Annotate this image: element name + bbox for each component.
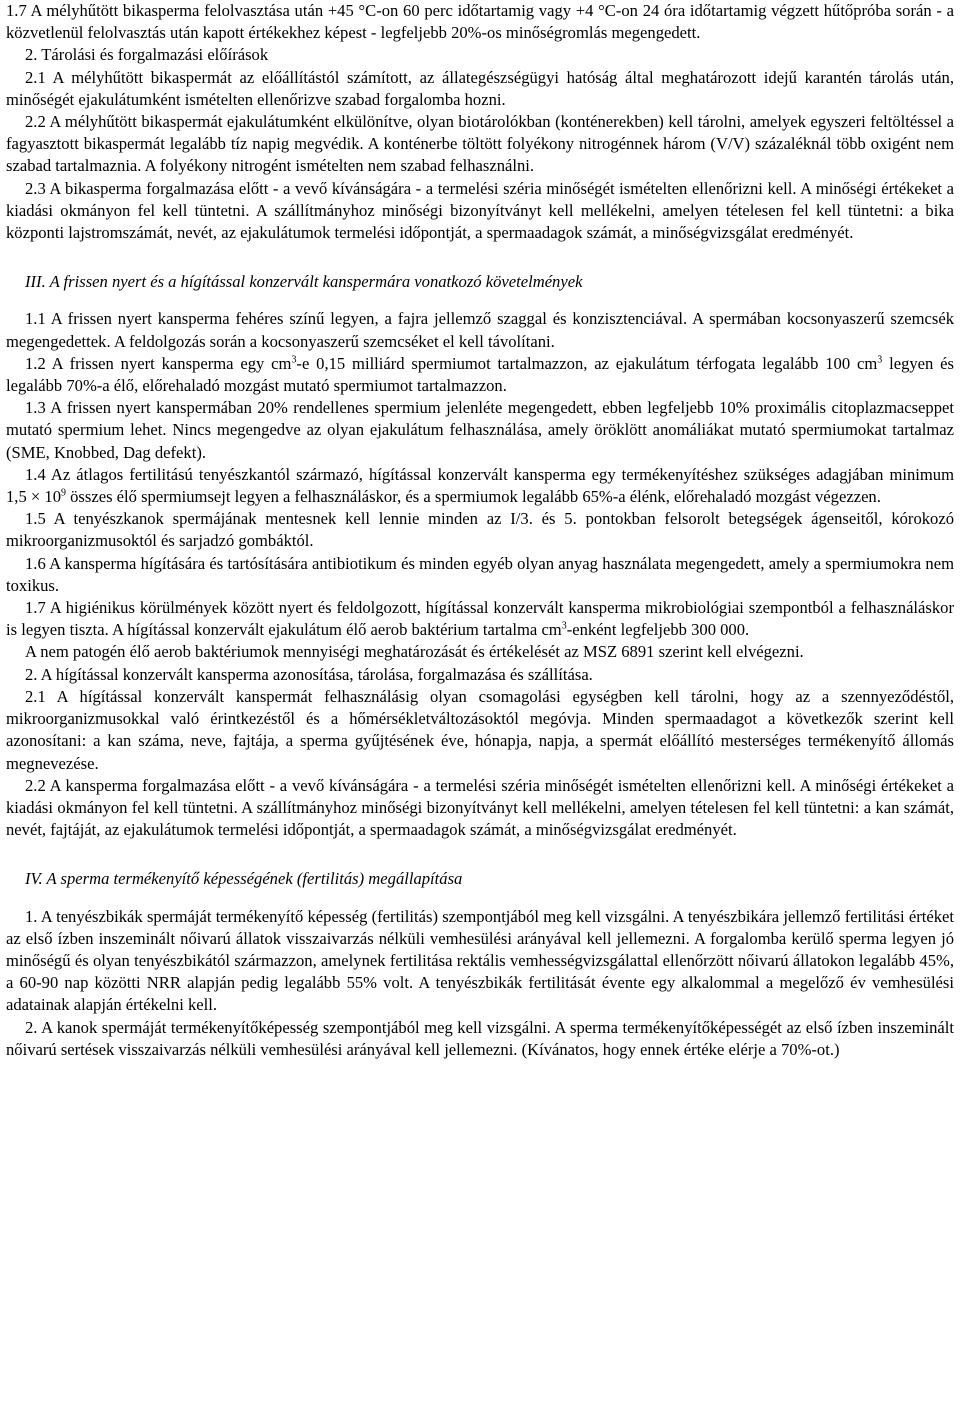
- paragraph-III-1-5: 1.5 A tenyészkanok spermájának mentesnek kell lennie minden az I/3. és 5. pontokban felsorolt betegségek ágenseitől, kórokozó mikroorganizmusoktól és sarjadzó gombáktól.: [6, 509, 954, 551]
- section-heading-III: III. A frissen nyert és a hígítással konzervált kanspermára vonatkozó követelmények: [25, 272, 583, 292]
- paragraph-III-2-1: 2.1 A hígítással konzervált kanspermát felhasználásig olyan csomagolási egységben kell tárolni, hogy az a szennyeződéstől, mikroorganizmusokkal való érintkezéstől és a hőmérsékletváltozásoktól megóvja. Minden spermaadagot a következők szerint kell azonosítani: a kan száma, neve, fajtája, a sperma gyűjtésének éve, hónapja, napja, a spermát előállító mesterséges termékenyítő állomás megnevezése.: [6, 686, 954, 773]
- paragraph-III-1-6: 1.6 A kansperma hígítására és tartósítására antibiotikum és minden egyéb olyan anyag használata megengedett, amely a spermiumokra nem toxikus.: [6, 553, 954, 595]
- paragraph-2-1: 2.1 A mélyhűtött bikaspermát az előállítástól számított, az állategészségügyi hatóság által meghatározott idejű karantén tárolás után, minőségét ejakulátumként ismételten ellenőrizve szabad forgalomba hozni.: [6, 67, 954, 109]
- paragraph-1-7: 1.7 A mélyhűtött bikasperma felolvasztása után +45 °C-on 60 perc időtartamig vagy +4 °C-on 24 óra időtartamig végzett hűtőpróba során - a közvetlenül felolvasztás után kapott értékekhez képest - legfeljebb 20%-os minőségromlás megengedett.: [6, 1, 954, 43]
- superscript-exponent: 9: [61, 487, 66, 499]
- paragraph-III-1-4-text-b: összes élő spermiumsejt legyen a felhasználáskor, és a spermiumok legalább 65%-a élénk, előrehaladó mozgást végezzen.: [65, 487, 881, 507]
- paragraph-III-2-2: 2.2 A kansperma forgalmazása előtt - a vevő kívánságára - a termelési széria minőségét ismételten ellenőrizni kell. A minőségi értékeket a kiadási okmányon fel kell tüntetni. A szállítmányhoz minőségi bizonyítványt kell mellékelni, amelyen tételesen fel kell tüntetni: a kan számát, nevét, fajtáját, az ejakulátumok termelési időpontját, a spermaadagok számát, a minőségvizsgálat eredményét.: [6, 775, 954, 840]
- paragraph-III-msz: A nem patogén élő aerob baktériumok mennyiségi meghatározását és értékelését az MSZ 6891 szerint kell elvégezni.: [25, 642, 804, 662]
- paragraph-III-1-4: [6, 464, 954, 508]
- paragraph-III-1-2-text-b: -e 0,15 milliárd spermiumot tartalmazzon, az ejakulátum térfogata legalább 100 cm: [296, 353, 878, 373]
- paragraph-III-1-2-text-a: 1.2 A frissen nyert kansperma egy cm: [25, 353, 292, 373]
- paragraph-III-1-4-text-a: 1.4 Az átlagos fertilitású tenyészkantól származó, hígítással konzervált kansperma egy termékenyítéshez szükséges adagjában minimum 1,5 × 10: [6, 464, 954, 507]
- paragraph-III-1-2: [6, 353, 954, 397]
- superscript-cube: 3: [291, 354, 297, 366]
- paragraph-III-1-1: 1.1 A frissen nyert kansperma fehéres színű legyen, a fajra jellemző szaggal és konzisztenciával. A spermában kocsonyaszerű szemcsék megengedettek. A feldolgozás során a kocsonyaszerű szemcséket el kell távolítani.: [6, 309, 954, 351]
- paragraph-IV-2: 2. A kanok spermáját termékenyítőképesség szempontjából meg kell vizsgálni. A sperma termékenyítőképességét az első ízben inszeminált nőivarú sertések visszaivarzás nélküli vemhesülési arányával kell jellemezni. (Kívánatos, hogy ennek értéke elérje a 70%-ot.): [6, 1017, 954, 1059]
- paragraph-2-3: 2.3 A bikasperma forgalmazása előtt - a vevő kívánságára - a termelési széria minőségét ismételten ellenőrizni kell. A minőségi értékeket a kiadási okmányon fel kell tüntetni. A szállítmányhoz minőségi bizonyítványt kell mellékelni, amelyen tételesen fel kell tüntetni: a bika központi lajstromszámát, nevét, az ejakulátumok termelési időpontját, a spermaadagok számát, a minőségvizsgálat eredményét.: [6, 178, 954, 243]
- superscript-cube: 3: [877, 354, 883, 366]
- paragraph-2-2: 2.2 A mélyhűtött bikaspermát ejakulátumként elkülönítve, olyan biotárolókban (konténerekben) kell tárolni, amelyek egyszeri feltöltéssel a fagyasztott bikaspermát legalább tíz napig megvédik. A konténerbe töltött folyékony nitrogénnek három (V/V) százaléknál több oxigént nem szabad tartalmaznia. A folyékony nitrogént ismételten nem szabad felhasználni.: [6, 112, 954, 176]
- paragraph-III-1-7: [6, 597, 954, 641]
- paragraph-III-2: 2. A hígítással konzervált kansperma azonosítása, tárolása, forgalmazása és szállítása.: [25, 664, 593, 684]
- paragraph-III-1-7-text-a: 1.7 A higiénikus körülmények között nyert és feldolgozott, hígítással konzervált kansperma mikrobiológiai szempontból a felhasználáskor is legyen tiszta. A hígítással konzervált ejakulátum élő aerob baktérium tartalma cm: [6, 598, 954, 640]
- paragraph-III-1-3: 1.3 A frissen nyert kanspermában 20% rendellenes spermium jelenléte megengedett, ebben legfeljebb 10% proximális citoplazmacseppet mutató spermium lehet. Nincs megengedve az olyan ejakulátum felhasználása, amely öröklött anomáliákat mutató spermiumokat tartalmaz (SME, Knobbed, Dag defekt).: [6, 398, 954, 462]
- superscript-cube: 3: [561, 620, 567, 632]
- paragraph-III-1-2-text-c: legyen és legalább 70%-a élő, előrehaladó mozgást mutató spermiumot tartalmazzon.: [6, 353, 955, 396]
- paragraph-IV-1: 1. A tenyészbikák spermáját termékenyítő képesség (fertilitás) szempontjából meg kell vizsgálni. A tenyészbikára jellemző fertilitási értéket az első ízben inszeminált nőivarú állatok visszaivarzás nélküli vemhesülési arányával kell jellemezni. A forgalomba kerülő sperma legyen jó minőségű és olyan tenyészbikától származzon, amelynek fertilitása rektális vemhességvizsgálattal ellenőrzött nőivarú állatokon legalább 45%, a 60-90 nap közötti NRR alapján pedig legalább 55% volt. A tenyészbikák fertilitását évente egy alkalommal a megelőző év vemhesülési adatainak alapján értékelni kell.: [6, 906, 954, 1015]
- section-heading-IV: IV. A sperma termékenyítő képességének (fertilitás) megállapítása: [25, 869, 463, 889]
- section-heading-2: 2. Tárolási és forgalmazási előírások: [25, 45, 269, 65]
- paragraph-III-1-7-text-b: -enként legfeljebb 300 000.: [566, 620, 750, 640]
